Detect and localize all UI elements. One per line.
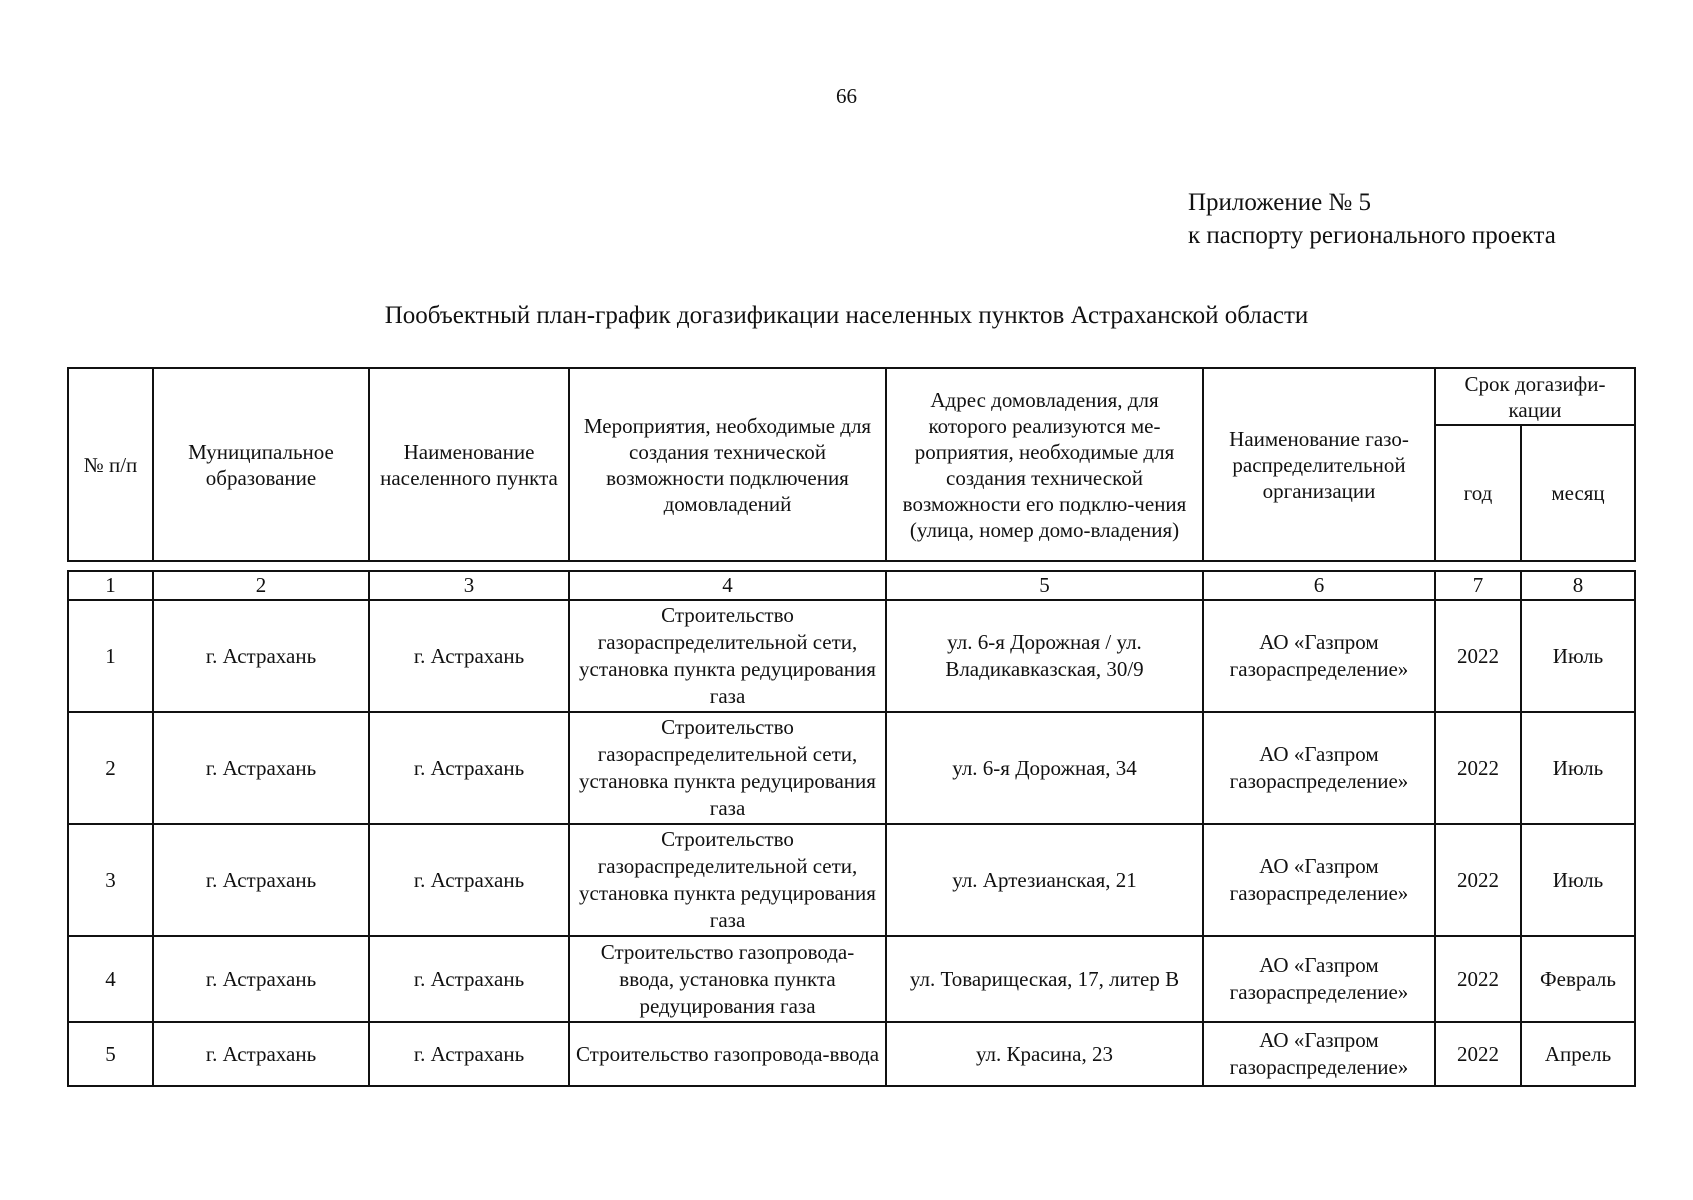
header-address: Адрес домовладения, для которого реализуются ме-роприятия, необходимые для создания технической возможности его подклю-чения (улица, номер домо-владения) [886,368,1203,561]
cell-address: ул. 6-я Дорожная, 34 [886,712,1203,824]
cell-org: АО «Газпром газораспределение» [1203,824,1435,936]
cell-municipality: г. Астрахань [153,936,369,1022]
cell-num: 3 [68,824,153,936]
header-month: месяц [1521,425,1635,561]
appendix-line-2: к паспорту регионального проекта [1188,222,1556,249]
cell-month: Февраль [1521,936,1635,1022]
document-title: Пообъектный план-график догазификации населенных пунктов Астраханской области [384,302,1309,329]
cell-year: 2022 [1435,712,1521,824]
cell-locality: г. Астрахань [369,1022,569,1086]
header-year: год [1435,425,1521,561]
column-number: 7 [1435,571,1521,600]
cell-measures: Строительство газопровода-ввода, установка пункта редуцирования газа [569,936,886,1022]
table-header [67,367,1636,562]
table-row [68,1022,1635,1086]
cell-address: ул. Артезианская, 21 [886,824,1203,936]
cell-month: Июль [1521,600,1635,712]
column-number: 2 [153,571,369,600]
header-num: № п/п [68,368,153,561]
header-deadline: Срок догазифи-кации [1435,368,1635,425]
column-number: 3 [369,571,569,600]
table-row [68,824,1635,936]
cell-num: 5 [68,1022,153,1086]
page-number: 66 [836,84,857,108]
cell-locality: г. Астрахань [369,712,569,824]
header-locality: Наименование населенного пункта [369,368,569,561]
cell-year: 2022 [1435,936,1521,1022]
header-measures: Мероприятия, необходимые для создания технической возможности подключения домовладений [569,368,886,561]
appendix-line-1: Приложение № 5 [1188,189,1372,216]
table-row [68,712,1635,824]
cell-num: 4 [68,936,153,1022]
cell-num: 2 [68,712,153,824]
cell-month: Апрель [1521,1022,1635,1086]
cell-org: АО «Газпром газораспределение» [1203,600,1435,712]
table-body [67,570,1636,1087]
column-number: 1 [68,571,153,600]
cell-measures: Строительство газораспределительной сети, установка пункта редуцирования газа [569,824,886,936]
cell-locality: г. Астрахань [369,936,569,1022]
appendix-note [1188,186,1556,252]
table-row [68,600,1635,712]
cell-org: АО «Газпром газораспределение» [1203,712,1435,824]
cell-num: 1 [68,600,153,712]
column-number-row [68,571,1635,600]
cell-month: Июль [1521,712,1635,824]
cell-municipality: г. Астрахань [153,824,369,936]
cell-municipality: г. Астрахань [153,600,369,712]
cell-year: 2022 [1435,824,1521,936]
cell-year: 2022 [1435,600,1521,712]
header-municipality: Муниципальное образование [153,368,369,561]
cell-locality: г. Астрахань [369,600,569,712]
column-number: 6 [1203,571,1435,600]
header-org: Наименование газо-распределительной организации [1203,368,1435,561]
cell-org: АО «Газпром газораспределение» [1203,936,1435,1022]
cell-org: АО «Газпром газораспределение» [1203,1022,1435,1086]
cell-address: ул. Товарищеская, 17, литер В [886,936,1203,1022]
cell-measures: Строительство газораспределительной сети, установка пункта редуцирования газа [569,712,886,824]
cell-month: Июль [1521,824,1635,936]
cell-measures: Строительство газораспределительной сети, установка пункта редуцирования газа [569,600,886,712]
cell-address: ул. Красина, 23 [886,1022,1203,1086]
cell-locality: г. Астрахань [369,824,569,936]
table-row [68,936,1635,1022]
cell-municipality: г. Астрахань [153,712,369,824]
cell-municipality: г. Астрахань [153,1022,369,1086]
cell-year: 2022 [1435,1022,1521,1086]
cell-measures: Строительство газопровода-ввода [569,1022,886,1086]
column-number: 5 [886,571,1203,600]
cell-address: ул. 6-я Дорожная / ул. Владикавказская, 30/9 [886,600,1203,712]
column-number: 4 [569,571,886,600]
column-number: 8 [1521,571,1635,600]
